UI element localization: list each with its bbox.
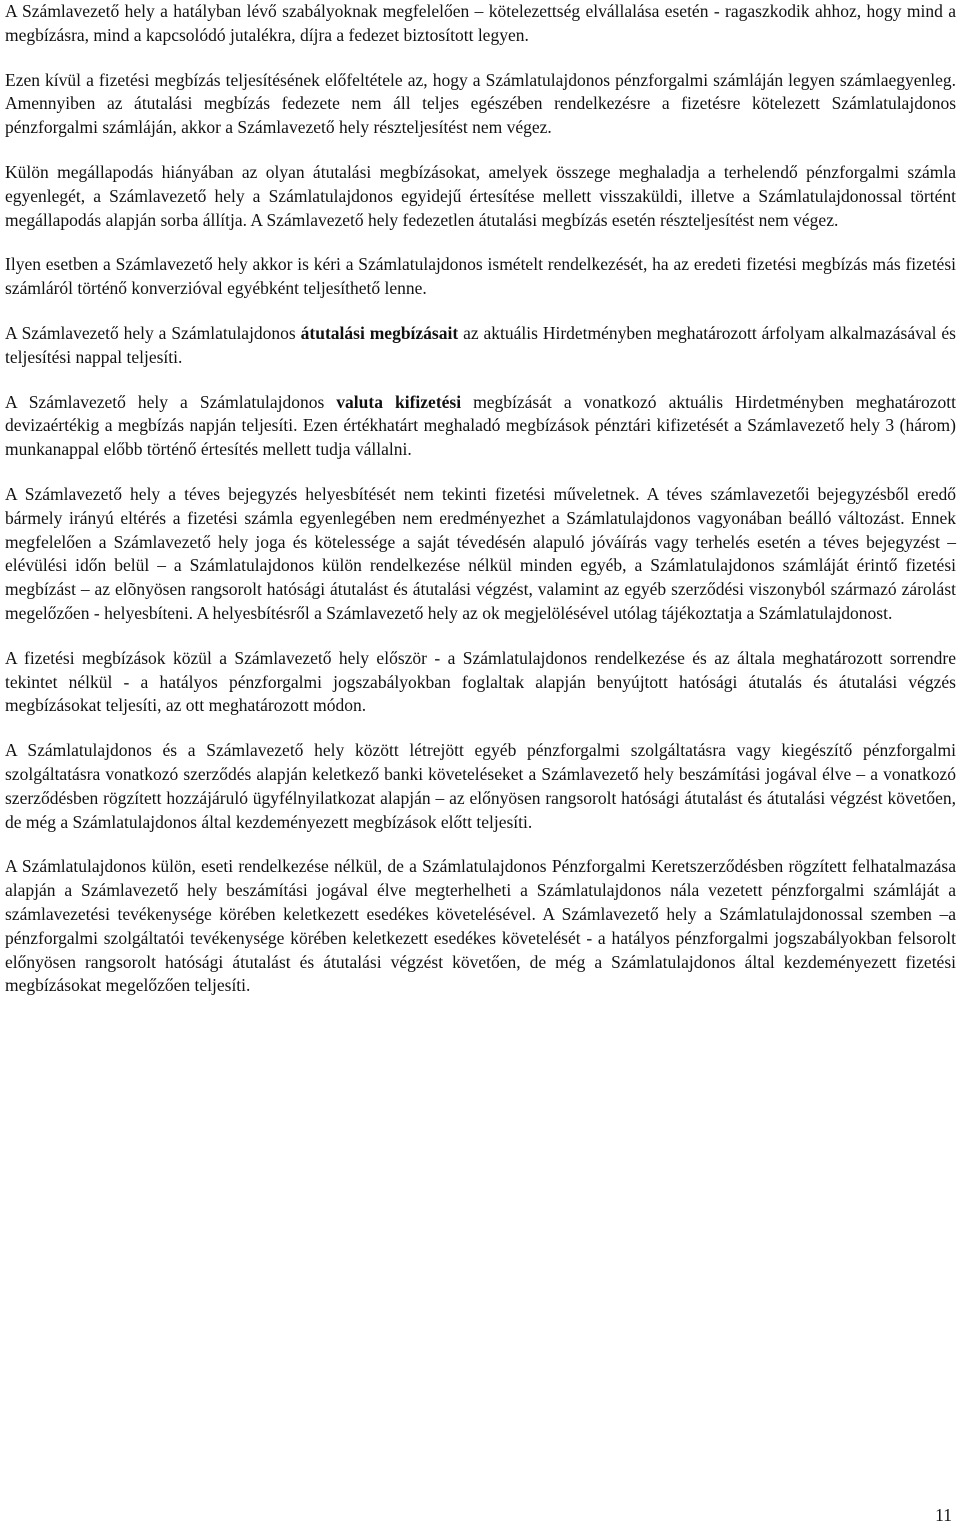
paragraph-text: Ezen kívül a fizetési megbízás teljesítésének előfeltétele az, hogy a Számlatulajdonos pénzforgalmi számláján legyen számlaegyenleg. Amennyiben az átutalási megbízás fedezete nem áll teljes egészében rendelkezésre a fizetésre kötelezett Számlatulajdonos pénzforgalmi számláján, akkor a Számlavezető hely részteljesítést nem végez. <box>5 69 956 138</box>
paragraph <box>5 855 956 998</box>
paragraph <box>5 322 956 370</box>
paragraph-text: megbízását a vonatkozó aktuális Hirdetményben meghatározott devizaértékig a megbízás napján teljesíti. Ezen értékhatárt meghaladó megbízások pénztári kifizetését a Számlavezető hely 3 (három) munkanappal előbb történő értesítés mellett tudja vállalni. <box>5 391 957 460</box>
paragraph-text: A Számlavezető hely a Számlatulajdonos <box>5 391 337 412</box>
page-number: 11 <box>935 1505 952 1525</box>
paragraph-text: A Számlatulajdonos külön, eseti rendelkezése nélkül, de a Számlatulajdonos Pénzforgalmi Keretszerződésben rögzített felhatalmazása alapján a Számlavezető hely beszámítási jogával élve megterhelheti a Számlatulajdonos nála vezetett pénzforgalmi számláját a számlavezetési tevékenysége körében keletkezett esedékes követelésével. A Számlavezető hely a Számlatulajdonossal szemben –a pénzforgalmi szolgáltatói tevékenysége körében keletkezett esedékes követelését - a hatályos pénzforgalmi jogszabályokban felsorolt előnyösen rangsorolt hatósági átutalást és átutalási végzést követően, de még a Számlatulajdonos által kezdeményezett fizetési megbízásokat megelőzően teljesíti. <box>5 856 956 996</box>
paragraph-text: A Számlavezető hely a téves bejegyzés helyesbítését nem tekinti fizetési műveletnek. A téves számlavezetői bejegyzésből eredő bármely irányú eltérés a fizetési számla egyenlegében nem eredményezhet a Számlatulajdonos vagyonában beálló változást. Ennek megfelelően a Számlavezető hely joga és kötelessége a saját tévedésén alapuló jóváírás vagy terhelés esetén a téves bejegyzést – elévülési időn belül – a Számlatulajdonos külön rendelkezése nélkül minden egyéb, a Számlatulajdonos számláját érintő fizetési megbízást – az elõnyösen rangsorolt hatósági átutalást és átutalási végzést, valamint az egyéb szerződési viszonyból származó zárolást megelőzően - helyesbíteni. A helyesbítésről a Számlavezető hely az ok megjelölésével utólag tájékoztatja a Számlatulajdonost. <box>5 483 956 623</box>
paragraph <box>5 647 956 718</box>
paragraph-text: A Számlavezető hely a hatályban lévő szabályoknak megfelelően – kötelezettség elvállalása esetén - ragaszkodik ahhoz, hogy mind a megbízásra, mind a kapcsolódó jutalékra, díjra a fedezet biztosított legyen. <box>5 1 956 45</box>
bold-text: átutalási megbízásait <box>300 322 459 343</box>
paragraph-text: Külön megállapodás hiányában az olyan átutalási megbízásokat, amelyek összege meghaladja a terhelendő pénzforgalmi számla egyenlegét, a Számlavezető hely a Számlatulajdonos egyidejű értesítése mellett visszaküldi, illetve a Számlatulajdonossal történt megállapodás alapján sorba állítja. A Számlavezető hely fedezetlen átutalási megbízás esetén részteljesítést nem végez. <box>5 161 956 230</box>
paragraph-text: A Számlavezető hely a Számlatulajdonos <box>5 322 301 343</box>
paragraph-text: az aktuális Hirdetményben meghatározott árfolyam alkalmazásával és teljesítési nappal teljesíti. <box>5 322 956 367</box>
paragraph <box>5 391 956 462</box>
paragraph <box>5 253 956 301</box>
document-body <box>5 0 956 1019</box>
paragraph <box>5 483 956 626</box>
paragraph <box>5 0 956 48</box>
paragraph-text: Ilyen esetben a Számlavezető hely akkor is kéri a Számlatulajdonos ismételt rendelkezését, ha az eredeti fizetési megbízás más fizetési számláról történő konverzióval egyébként teljesíthető lenne. <box>5 254 956 299</box>
paragraph-text: A fizetési megbízások közül a Számlavezető hely először - a Számlatulajdonos rendelkezése és az általa meghatározott sorrendre tekintet nélkül - a hatályos pénzforgalmi jogszabályokban foglaltak alapján benyújtott hatósági átutalás és átutalási végzés megbízásokat teljesíti, az ott meghatározott módon. <box>5 647 956 716</box>
paragraph <box>5 739 956 834</box>
paragraph <box>5 69 956 140</box>
bold-text: valuta kifizetési <box>336 391 462 412</box>
paragraph-text: A Számlatulajdonos és a Számlavezető hely között létrejött egyéb pénzforgalmi szolgáltatásra vagy kiegészítő pénzforgalmi szolgáltatásra vonatkozó szerződés alapján keletkező banki követeléseket a Számlavezető hely beszámítási jogával élve – a vonatkozó szerződésben rögzített hozzájáruló ügyfélnyilatkozat alapján – az előnyösen rangsorolt hatósági átutalást és átutalási végzést követően, de még a Számlatulajdonos által kezdeményezett megbízások előtt teljesíti. <box>5 740 956 832</box>
paragraph <box>5 161 956 232</box>
